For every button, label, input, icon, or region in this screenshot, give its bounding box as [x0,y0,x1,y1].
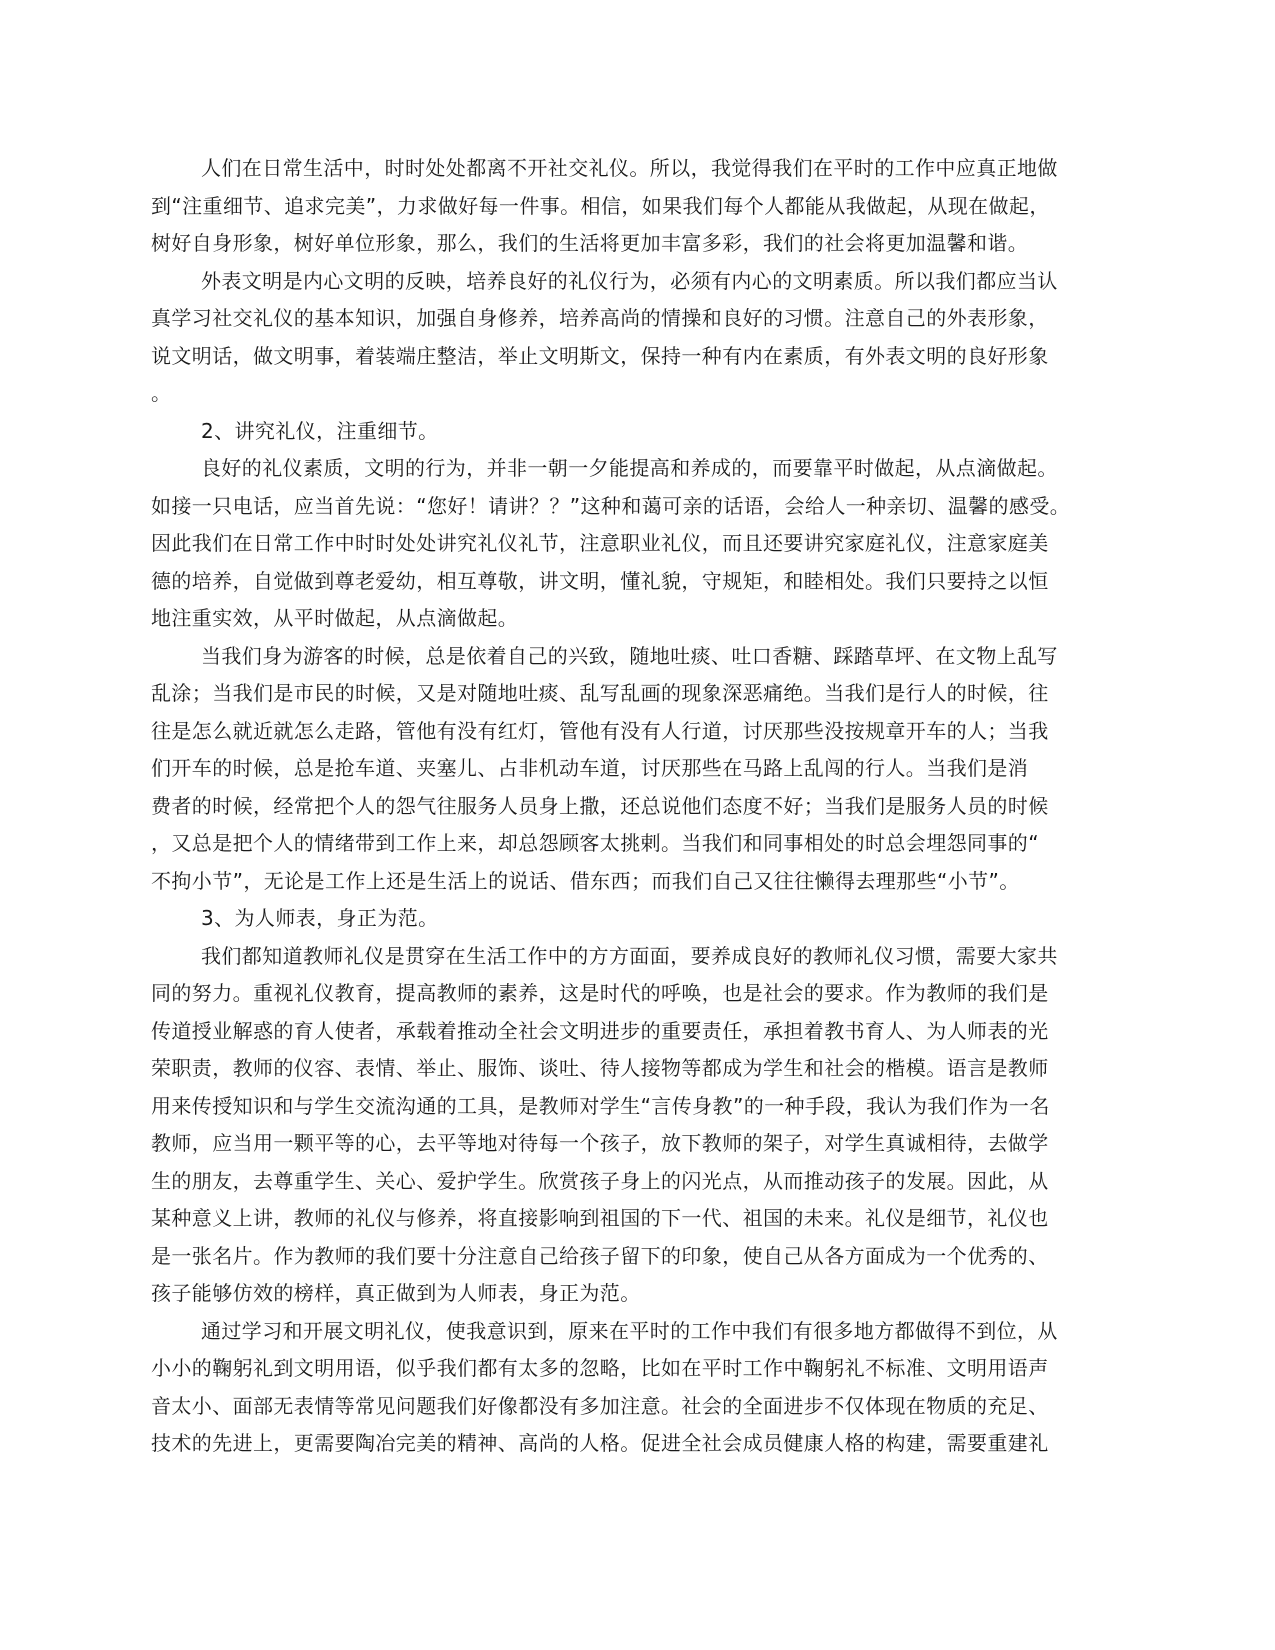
text-line: 树好自身形象，树好单位形象，那么，我们的生活将更加丰富多彩，我们的社会将更加温馨和谐。 [151,231,1029,255]
text-line: 生的朋友，去尊重学生、关心、爱护学生。欣赏孩子身上的闪光点，从而推动孩子的发展。因此，从 [151,1168,1049,1193]
text-line: ，又总是把个人的情绪带到工作上来，却总怨顾客太挑剌。当我们和同事相处的时总会埋怨同事的“ [151,831,1039,855]
text-line: 说文明话，做文明事，着装端庄整洁，举止文明斯文，保持一种有内在素质，有外表文明的良好形象 [151,343,1049,368]
text-line: 小小的鞠躬礼到文明用语，似乎我们都有太多的忽略，比如在平时工作中鞠躬礼不标准、文明用语声 [151,1356,1049,1380]
text-line: 如接一只电话，应当首先说：“您好！请讲？？”这种和蔼可亲的话语，会给人一种亲切、温馨的感受。 [151,493,1071,518]
text-line: 外表文明是内心文明的反映，培养良好的礼仪行为，必须有内心的文明素质。所以我们都应当认 [201,268,1058,293]
text-line: 某种意义上讲，教师的礼仪与修养，将直接影响到祖国的下一代、祖国的未来。礼仪是细节，礼仪也 [151,1206,1049,1230]
text-line: 孩子能够仿效的榜样，真正做到为人师表，身正为范。 [151,1281,641,1305]
text-line: 人们在日常生活中，时时处处都离不开社交礼仪。所以，我觉得我们在平时的工作中应真正地做 [201,156,1058,180]
text-line: 。 [151,381,172,405]
text-line: 不拘小节”，无论是工作上还是生活上的说话、借东西；而我们自己又往往懒得去理那些“小节”。 [151,868,1020,893]
text-line: 到“注重细节、追求完美”，力求做好每一件事。相信，如果我们每个人都能从我做起，从现在做起， [151,193,1050,218]
text-line: 教师，应当用一颗平等的心，去平等地对待每一个孩子，放下教师的架子，对学生真诚相待，去做学 [151,1131,1049,1155]
body-text [151,150,1121,1463]
text-line: 3、为人师表，身正为范。 [201,906,439,930]
text-line: 用来传授知识和与学生交流沟通的工具，是教师对学生“言传身教”的一种手段，我认为我们作为一名 [151,1093,1050,1118]
text-line: 荣职责，教师的仪容、表情、举止、服饰、谈吐、待人接物等都成为学生和社会的楷模。语言是教师 [151,1056,1049,1080]
text-line: 是一张名片。作为教师的我们要十分注意自己给孩子留下的印象，使自己从各方面成为一个优秀的、 [151,1243,1049,1268]
text-line: 因此我们在日常工作中时时处处讲究礼仪礼节，注意职业礼仪，而且还要讲究家庭礼仪，注意家庭美 [151,531,1049,555]
text-line: 良好的礼仪素质，文明的行为，并非一朝一夕能提高和养成的，而要靠平时做起，从点滴做起。 [201,456,1058,480]
text-line: 技术的先进上，更需要陶冶完美的精神、高尚的人格。促进全社会成员健康人格的构建，需要重建礼 [151,1431,1049,1455]
text-line: 真学习社交礼仪的基本知识，加强自身修养，培养高尚的情操和良好的习惯。注意自己的外表形象， [151,306,1049,330]
text-line: 通过学习和开展文明礼仪，使我意识到，原来在平时的工作中我们有很多地方都做得不到位，从 [201,1318,1058,1343]
text-line: 我们都知道教师礼仪是贯穿在生活工作中的方方面面，要养成良好的教师礼仪习惯，需要大家共 [201,943,1058,968]
text-line: 地注重实效，从平时做起，从点滴做起。 [151,606,519,630]
text-line: 当我们身为游客的时候，总是依着自己的兴致，随地吐痰、吐口香糖、踩踏草坪、在文物上乱写 [201,643,1058,668]
text-line: 乱涂；当我们是市民的时候，又是对随地吐痰、乱写乱画的现象深恶痛绝。当我们是行人的时候，往 [151,681,1049,705]
text-line: 往是怎么就近就怎么走路，管他有没有红灯，管他有没有人行道，讨厌那些没按规章开车的人；当我 [151,718,1049,743]
text-line: 同的努力。重视礼仪教育，提高教师的素养，这是时代的呼唤，也是社会的要求。作为教师的我们是 [151,981,1049,1005]
text-line: 费者的时候，经常把个人的怨气往服务人员身上撒，还总说他们态度不好；当我们是服务人员的时候 [151,793,1049,818]
text-line: 2、讲究礼仪，注重细节。 [201,418,439,443]
text-line: 德的培养，自觉做到尊老爱幼，相互尊敬，讲文明，懂礼貌，守规矩，和睦相处。我们只要持之以恒 [151,568,1049,593]
text-line: 传道授业解惑的育人使者，承载着推动全社会文明进步的重要责任，承担着教书育人、为人师表的光 [151,1018,1049,1043]
text-line: 音太小、面部无表情等常见问题我们好像都没有多加注意。社会的全面进步不仅体现在物质的充足、 [151,1393,1049,1418]
text-line: 们开车的时候，总是抢车道、夹塞儿、占非机动车道，讨厌那些在马路上乱闯的行人。当我们是消 [151,756,1029,780]
